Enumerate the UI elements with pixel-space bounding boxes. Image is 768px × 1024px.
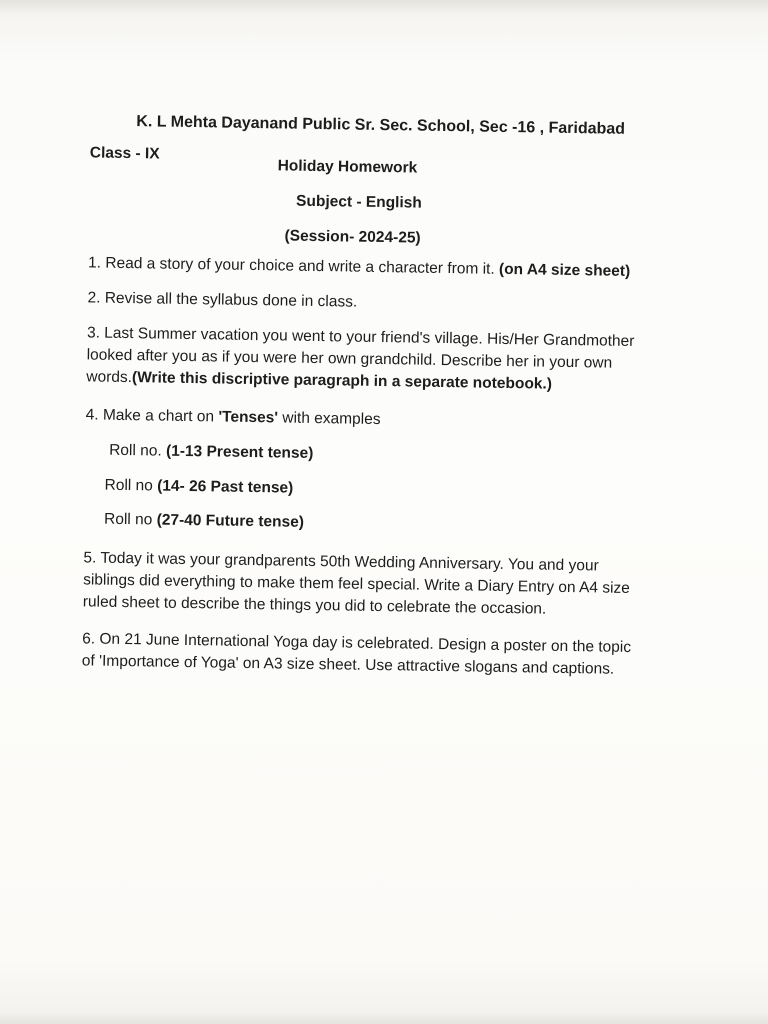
question-4 [86, 405, 381, 430]
question-4-suffix: with examples [277, 409, 381, 429]
roll-group-1-label: Roll no. [109, 441, 167, 460]
question-1-note: (on A4 size sheet) [498, 260, 631, 280]
roll-group-3 [104, 510, 304, 533]
question-3-line-1: 3. Last Summer vacation you went to your friend's village. His/Her Grandmother [86, 324, 635, 350]
roll-group-2 [104, 476, 293, 499]
question-4-prefix: 4. Make a chart on [85, 406, 219, 426]
school-name: K. L Mehta Dayanand Public Sr. Sec. School, Sec -16 , Faridabad [136, 113, 626, 138]
homework-title: Holiday Homework [277, 157, 418, 177]
subject-label: Subject - English [295, 192, 422, 212]
question-5-line-2: siblings did everything to make them feel special. Write a Diary Entry on A4 size [83, 571, 630, 597]
question-3-line-3-prefix: words. [86, 368, 133, 387]
question-5-line-1: 5. Today it was your grandparents 50th Wedding Anniversary. You and your [83, 549, 599, 575]
class-label: Class - IX [89, 144, 160, 163]
question-1 [88, 253, 630, 282]
roll-group-1 [109, 441, 313, 464]
roll-group-3-label: Roll no [103, 510, 157, 529]
question-3-line-2: looked after you as if you were her own grandchild. Describe her in your own [86, 346, 613, 372]
question-5-line-3: ruled sheet to describe the things you did to celebrate the occasion. [82, 593, 547, 618]
roll-group-3-range: (27-40 Future tense) [156, 511, 305, 531]
question-6-line-1: 6. On 21 June International Yoga day is celebrated. Design a poster on the topic [82, 630, 632, 656]
roll-group-1-range: (1-13 Present tense) [165, 442, 314, 462]
roll-group-2-range: (14- 26 Past tense) [157, 477, 294, 497]
page-bottom-edge-shadow [0, 1012, 768, 1024]
question-1-text: 1. Read a story of your choice and write a character from it. [87, 254, 500, 278]
session-label: (Session- 2024-25) [284, 227, 421, 247]
question-4-topic: 'Tenses' [218, 408, 279, 427]
question-2: 2. Revise all the syllabus done in class. [87, 289, 358, 311]
question-6-line-2: of 'Importance of Yoga' on A3 size sheet. Use attractive slogans and captions. [81, 652, 615, 678]
roll-group-2-label: Roll no [104, 476, 158, 495]
question-3-note: (Write this discriptive paragraph in a separate notebook.) [131, 369, 553, 393]
